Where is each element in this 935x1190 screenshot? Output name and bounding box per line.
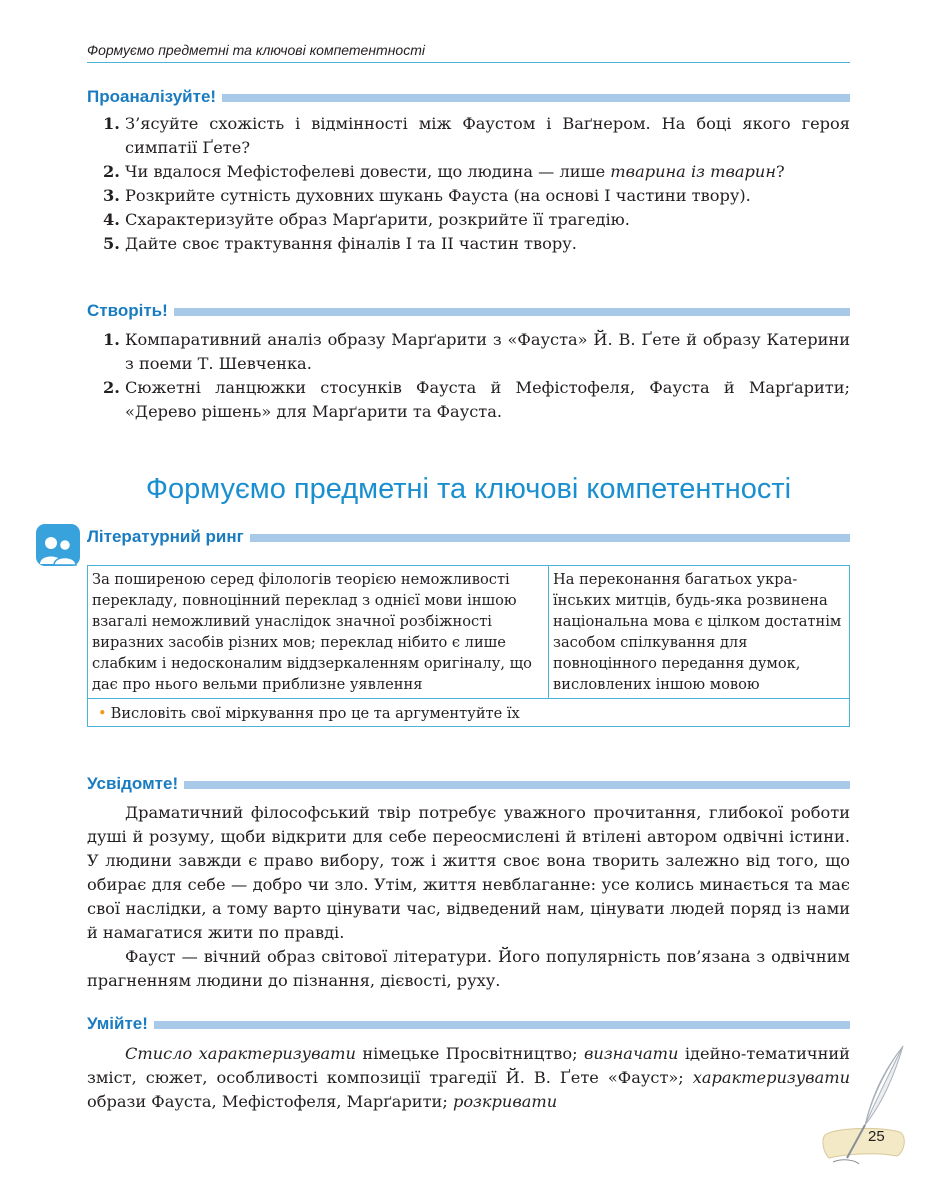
item-text-part: ? xyxy=(776,162,785,181)
item-text-part: Чи вдалося Мефістофелеві довести, що людина — лише xyxy=(125,162,611,181)
list-item xyxy=(87,328,850,376)
list-item xyxy=(87,376,850,424)
item-number: 1. xyxy=(103,330,120,349)
item-text: З’ясуйте схожість і відмінності між Фаустом і Ваґнером. На боці якого героя симпатії Ґете? xyxy=(125,114,850,157)
item-text xyxy=(125,160,850,184)
people-icon xyxy=(36,524,80,566)
realize-paragraph-2: Фауст — вічний образ світової літератури. Його популярність пов’язана з одвічним прагненням людини до пізнання, дієвості, руху. xyxy=(87,947,850,990)
section-bar xyxy=(174,308,850,316)
bullet-icon: • xyxy=(98,705,107,722)
realize-paragraph-1: Драматичний філософський твір потребує уважного прочитання, глибокої роботи душі й розуму, щоби відкрити для себе переосмислені й втілені автором одвічні істини. У людини завжди є право вибору, тож і життя своє вона творить залежно від того, що обирає для себе — добро чи зло. Утім, життя невблаганне: усе колись минається та має свої наслідки, а тому варто цінувати час, відведений нам, цінувати людей поряд із нами й намагатися жити по правді. xyxy=(87,803,850,942)
analyze-header xyxy=(87,86,850,108)
item-number: 4. xyxy=(103,210,120,229)
list-item xyxy=(87,208,850,232)
ring-header xyxy=(87,526,850,548)
analyze-list xyxy=(87,112,850,256)
item-number: 5. xyxy=(103,234,120,253)
ring-left-text: За поширеною серед філологів теорією неможливості перекладу, повноцінний переклад з однієї мови іншою взагалі неможливий унаслідок значної розбіжності виразних засобів різних мов; переклад нібито є лише слабким і недосконалим віддзеркаленням оригіналу, що дає про нього вельми приблизне уявлення xyxy=(92,571,532,693)
section-bar xyxy=(184,781,850,789)
realize-title: Усвідомте! xyxy=(87,774,179,793)
item-text: Компаративний аналіз образу Марґарити з «Фауста» Й. В. Ґете й образу Катерини з поеми Т. Шевченка. xyxy=(125,330,850,373)
quill-pen-icon xyxy=(815,1040,915,1170)
ring-task-cell xyxy=(88,699,850,727)
realize-header xyxy=(87,773,850,795)
ring-task-text: Висловіть свої міркування про це та аргументуйте їх xyxy=(110,705,520,722)
ring-left-cell xyxy=(88,566,549,699)
list-item xyxy=(87,184,850,208)
ring-title: Літературний ринг xyxy=(87,527,244,546)
table-row xyxy=(88,699,850,727)
item-text: Дайте своє трактування фіналів І та ІІ частин твору. xyxy=(125,234,577,253)
create-list xyxy=(87,328,850,424)
item-text: Розкрийте сутність духовних шукань Фауста (на основі І частини твору). xyxy=(125,186,751,205)
list-item xyxy=(87,112,850,160)
running-header: Формуємо предметні та ключові компетентності xyxy=(87,42,850,63)
ring-right-text: На переконання багатьох українських митців, будь-яка розвинена національна мова є цілком достатнім засобом спілкування для повноцінного передання думок, висловлених іншою мовою xyxy=(553,571,842,693)
item-text: Сюжетні ланцюжки стосунків Фауста й Мефістофеля, Фауста й Марґарити; «Дерево рішень» для Марґарити та Фауста. xyxy=(125,378,850,421)
item-number: 2. xyxy=(103,378,120,397)
table-row xyxy=(88,566,850,699)
able-text: німецьке Просвітництво; xyxy=(355,1044,584,1063)
able-text: ідейно-тематичний зміст, сюжет, особливості композиції трагедії Й. В. Ґете «Фауст»; xyxy=(87,1044,850,1087)
section-bar xyxy=(154,1021,850,1029)
main-title: Формуємо предметні та ключові компетентності xyxy=(145,473,792,505)
analyze-title: Проаналізуйте! xyxy=(87,87,217,106)
list-item xyxy=(87,160,850,184)
create-title: Створіть! xyxy=(87,301,168,320)
item-emphasis: тварина із тварин xyxy=(610,162,776,181)
list-item xyxy=(87,232,850,256)
section-bar xyxy=(250,534,850,542)
ring-table xyxy=(87,565,850,727)
ring-right-cell xyxy=(549,566,850,699)
able-emphasis: характеризувати xyxy=(692,1068,850,1087)
item-number: 2. xyxy=(103,162,120,181)
able-emphasis: визначати xyxy=(583,1044,679,1063)
able-text: образи Фауста, Мефістофеля, Марґарити; xyxy=(87,1092,453,1111)
able-paragraph xyxy=(87,1042,850,1114)
able-emphasis: Стисло характеризувати xyxy=(125,1044,356,1063)
able-title: Умійте! xyxy=(87,1014,148,1033)
able-header xyxy=(87,1013,850,1035)
item-number: 1. xyxy=(103,114,120,133)
able-emphasis: розкривати xyxy=(452,1092,558,1111)
item-number: 3. xyxy=(103,186,120,205)
item-text: Схарактеризуйте образ Марґарити, розкрийте її трагедію. xyxy=(125,210,630,229)
section-bar xyxy=(222,94,850,102)
page-number: 25 xyxy=(868,1128,885,1145)
create-header xyxy=(87,300,850,322)
